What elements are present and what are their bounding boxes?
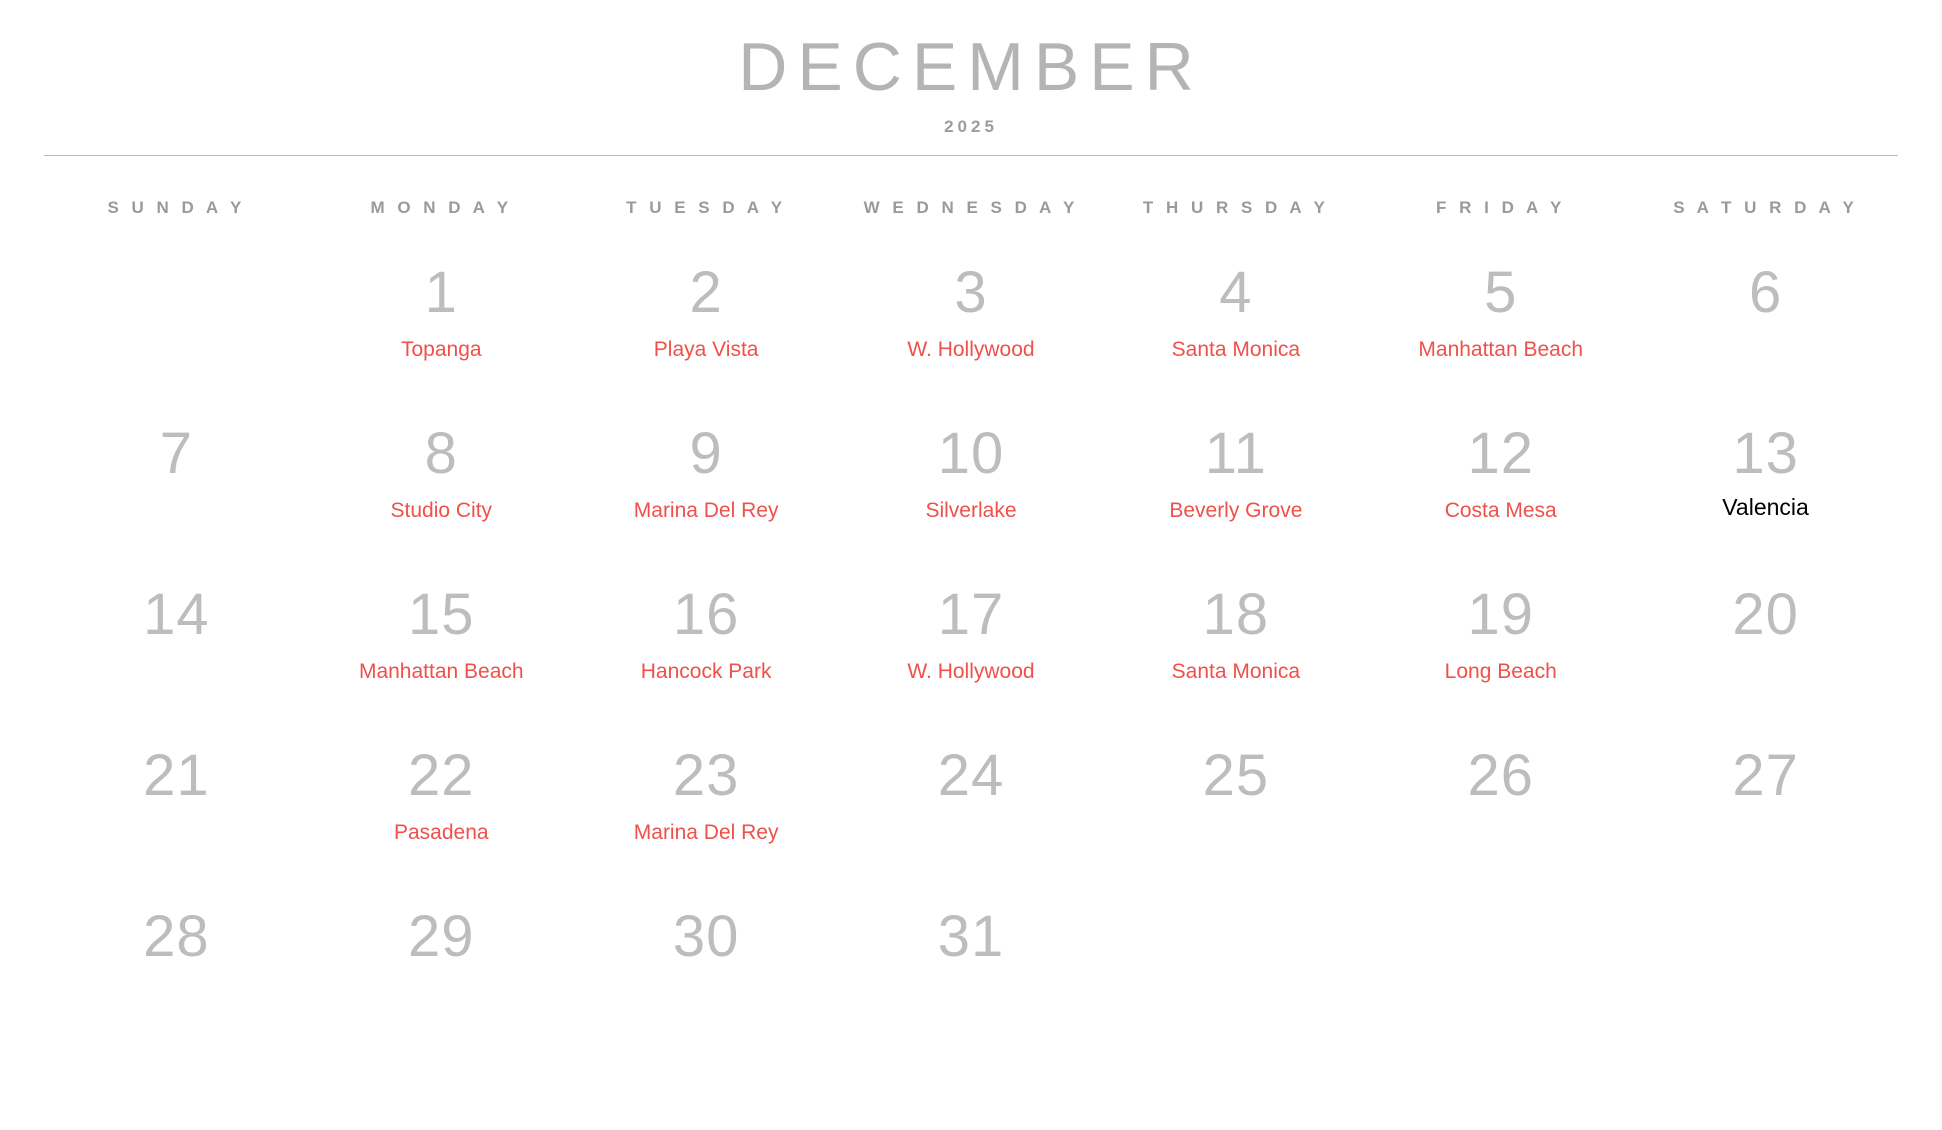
calendar-day-cell[interactable] xyxy=(1103,743,1368,904)
calendar-day-cell[interactable] xyxy=(44,421,309,582)
day-number: 28 xyxy=(143,904,210,970)
calendar-day-cell[interactable] xyxy=(1368,743,1633,904)
calendar-day-cell[interactable] xyxy=(574,743,839,904)
calendar-day-cell[interactable] xyxy=(309,421,574,582)
day-event-label[interactable]: Valencia xyxy=(1722,494,1809,521)
day-event-label[interactable]: Playa Vista xyxy=(653,338,759,362)
day-number: 23 xyxy=(672,743,740,809)
day-number: 30 xyxy=(672,904,740,970)
calendar-day-cell[interactable] xyxy=(839,260,1104,421)
day-number: 21 xyxy=(143,743,210,809)
calendar-day-cell[interactable] xyxy=(1368,582,1633,743)
calendar-day-cell[interactable] xyxy=(44,743,309,904)
day-event-label[interactable]: Santa Monica xyxy=(1171,338,1301,362)
calendar-day-cell[interactable] xyxy=(1103,421,1368,582)
day-event-label[interactable]: Costa Mesa xyxy=(1444,499,1557,523)
day-number: 25 xyxy=(1202,743,1270,809)
calendar-day-cell[interactable] xyxy=(574,260,839,421)
day-number: 17 xyxy=(937,582,1005,648)
day-number: 31 xyxy=(937,904,1005,970)
day-number: 8 xyxy=(424,421,458,487)
day-number: 14 xyxy=(143,582,210,648)
year-label: 2025 xyxy=(944,117,998,137)
day-event-label[interactable]: Marina Del Rey xyxy=(633,821,779,845)
calendar-day-cell[interactable] xyxy=(1103,260,1368,421)
day-number: 29 xyxy=(408,904,475,970)
month-title: DECEMBER xyxy=(738,29,1204,105)
weekday-saturday: S A T U R D A Y xyxy=(1673,198,1858,218)
day-number: 18 xyxy=(1202,582,1270,648)
day-event-label[interactable]: Pasadena xyxy=(393,821,489,845)
calendar-day-cell[interactable] xyxy=(1633,421,1898,582)
calendar-day-cell[interactable] xyxy=(309,260,574,421)
calendar-day-cell[interactable] xyxy=(574,582,839,743)
calendar-day-cell[interactable] xyxy=(44,582,309,743)
day-number: 4 xyxy=(1219,260,1253,326)
weekday-thursday: T H U R S D A Y xyxy=(1142,198,1329,218)
day-number: 20 xyxy=(1732,582,1799,648)
day-number: 24 xyxy=(937,743,1005,809)
day-event-label[interactable]: Beverly Grove xyxy=(1169,499,1303,523)
calendar-day-cell[interactable] xyxy=(574,421,839,582)
calendar-day-cell[interactable] xyxy=(839,582,1104,743)
calendar-day-cell[interactable] xyxy=(839,743,1104,904)
calendar-day-cell[interactable] xyxy=(1103,582,1368,743)
day-event-label[interactable]: W. Hollywood xyxy=(907,338,1035,362)
day-event-label[interactable]: Manhattan Beach xyxy=(1418,338,1584,362)
day-number: 19 xyxy=(1467,582,1534,648)
day-number: 11 xyxy=(1204,421,1267,487)
day-event-label[interactable]: Studio City xyxy=(390,499,493,523)
day-number: 12 xyxy=(1467,421,1534,487)
day-number: 10 xyxy=(937,421,1005,487)
calendar-empty-cell xyxy=(44,260,309,421)
weekday-tuesday: T U E S D A Y xyxy=(626,198,787,218)
day-event-label[interactable]: Manhattan Beach xyxy=(358,660,524,684)
calendar-day-cell[interactable] xyxy=(1633,260,1898,421)
calendar-empty-cell xyxy=(1103,904,1368,1065)
calendar-day-cell[interactable] xyxy=(1633,743,1898,904)
day-number: 13 xyxy=(1732,421,1799,487)
day-event-label[interactable]: Santa Monica xyxy=(1171,660,1301,684)
calendar-day-cell[interactable] xyxy=(839,421,1104,582)
day-event-label[interactable]: Silverlake xyxy=(925,499,1017,523)
day-event-label[interactable]: Long Beach xyxy=(1444,660,1557,684)
day-number: 1 xyxy=(424,260,458,326)
day-event-label[interactable]: W. Hollywood xyxy=(907,660,1035,684)
calendar-day-cell[interactable] xyxy=(309,904,574,1065)
day-number: 9 xyxy=(689,421,723,487)
header-divider xyxy=(44,155,1898,156)
day-number: 27 xyxy=(1732,743,1799,809)
day-number: 5 xyxy=(1484,260,1518,326)
calendar-day-cell[interactable] xyxy=(1368,260,1633,421)
calendar-day-cell[interactable] xyxy=(44,904,309,1065)
day-number: 2 xyxy=(689,260,723,326)
calendar-day-cell[interactable] xyxy=(1633,582,1898,743)
day-event-label[interactable]: Topanga xyxy=(400,338,482,362)
weekday-friday: F R I D A Y xyxy=(1436,198,1566,218)
weekday-monday: M O N D A Y xyxy=(370,198,513,218)
calendar-day-cell[interactable] xyxy=(839,904,1104,1065)
calendar-empty-cell xyxy=(1368,904,1633,1065)
calendar-grid xyxy=(44,260,1898,1065)
calendar-day-cell[interactable] xyxy=(309,743,574,904)
day-number: 22 xyxy=(408,743,475,809)
calendar-empty-cell xyxy=(1633,904,1898,1065)
weekday-header-row xyxy=(44,198,1898,218)
day-event-label[interactable]: Hancock Park xyxy=(640,660,772,684)
weekday-wednesday: W E D N E S D A Y xyxy=(863,198,1079,218)
calendar-day-cell[interactable] xyxy=(309,582,574,743)
day-event-label[interactable]: Marina Del Rey xyxy=(633,499,779,523)
day-number: 16 xyxy=(672,582,740,648)
day-number: 3 xyxy=(954,260,988,326)
day-number: 15 xyxy=(408,582,475,648)
weekday-sunday: S U N D A Y xyxy=(107,198,246,218)
day-number: 7 xyxy=(159,421,194,487)
day-number: 26 xyxy=(1467,743,1534,809)
day-number: 6 xyxy=(1748,260,1783,326)
calendar-day-cell[interactable] xyxy=(1368,421,1633,582)
calendar-day-cell[interactable] xyxy=(574,904,839,1065)
